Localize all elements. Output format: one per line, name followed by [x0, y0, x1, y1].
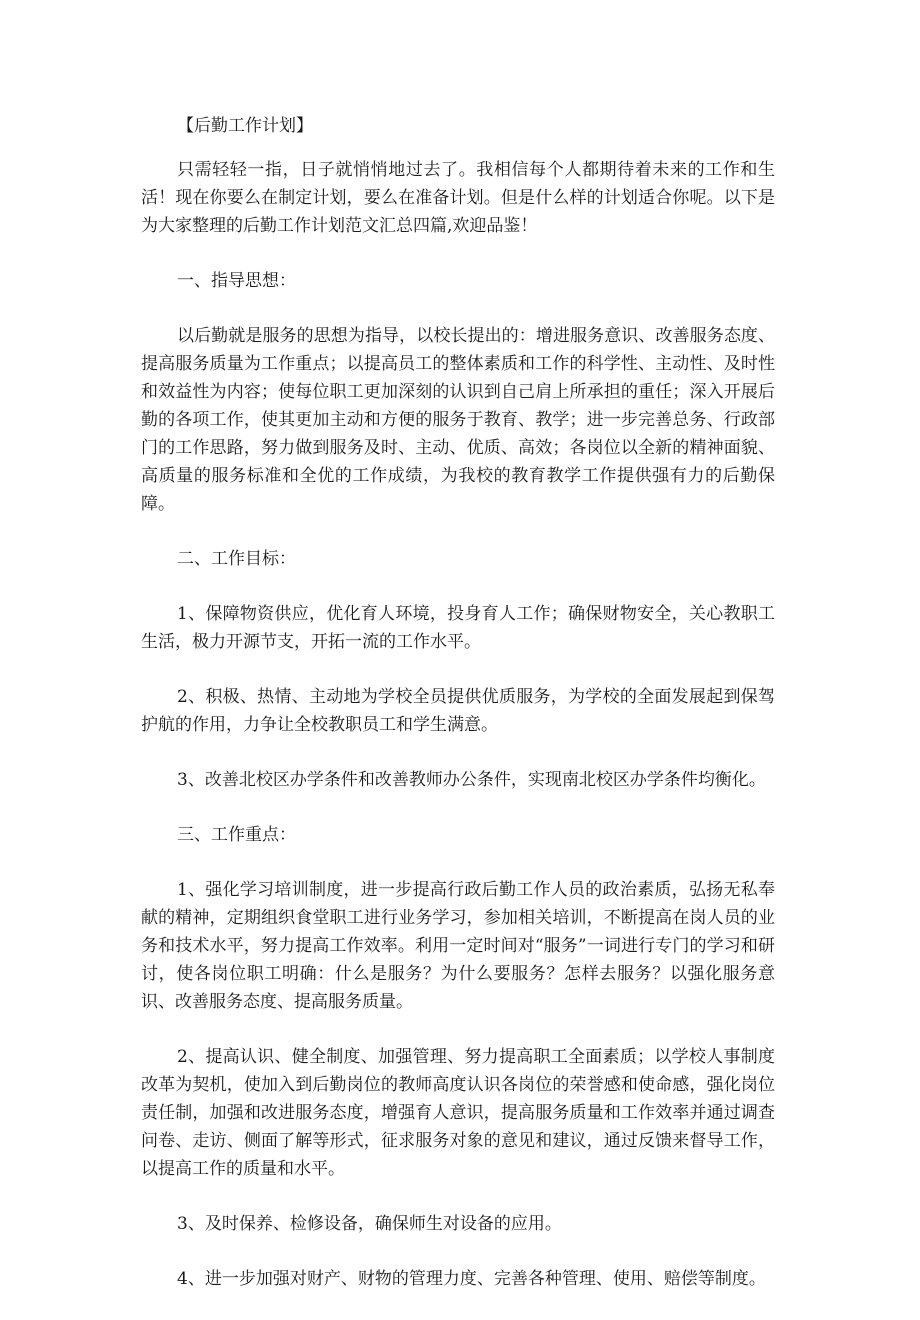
work-focus-item-4: 4、进一步加强对财产、财物的管理力度、完善各种管理、使用、赔偿等制度。: [177, 1269, 766, 1289]
work-goal-item-1: 1、保障物资供应，优化育人环境，投身育人工作；确保财物安全，关心教职工生活，极力开源节支，开拓一流的工作水平。: [141, 604, 775, 652]
guiding-ideology-paragraph: 以后勤就是服务的思想为指导，以校长提出的：增进服务意识、改善服务态度、提高服务质量为工作重点；以提高员工的整体素质和工作的科学性、主动性、及时性和效益性为内容；使每位职工更加深刻的认识到自己肩上所承担的重任；深入开展后勤的各项工作，使其更加主动和方便的服务于教育、教学；进一步完善总务、行政部门的工作思路，努力做到服务及时、主动、优质、高效；各岗位以全新的精神面貌、高质量的服务标准和全优的工作成绩，为我校的教育教学工作提供强有力的后勤保障。: [141, 326, 775, 514]
work-focus-item-3: 3、及时保养、检修设备，确保师生对设备的应用。: [177, 1214, 562, 1234]
work-focus-item-1: 1、强化学习培训制度，进一步提高行政后勤工作人员的政治素质，弘扬无私奉献的精神，定期组织食堂职工进行业务学习，参加相关培训，不断提高在岗人员的业务和技术水平，努力提高工作效率。利用一定时间对“服务”一词进行专门的学习和研讨，使各岗位职工明确：什么是服务？为什么要服务？怎样去服务？以强化服务意识、改善服务态度、提高服务质量。: [141, 880, 775, 1012]
section-heading-work-goals: 二、工作目标：: [177, 549, 296, 569]
document-body: [141, 156, 775, 1320]
work-goal-item-2: 2、积极、热情、主动地为学校全员提供优质服务，为学校的全面发展起到保驾护航的作用，力争让全校教职员工和学生满意。: [141, 687, 775, 735]
intro-paragraph: 只需轻轻一指，日子就悄悄地过去了。我相信每个人都期待着未来的工作和生活！现在你要么在制定计划，要么在准备计划。但是什么样的计划适合你呢。以下是为大家整理的后勤工作计划范文汇总四篇,欢迎品鉴！: [141, 160, 775, 236]
document-title: 【后勤工作计划】: [177, 116, 313, 136]
section-heading-guiding-ideology: 一、指导思想：: [177, 271, 296, 291]
work-goal-item-3: 3、改善北校区办学条件和改善教师办公条件，实现南北校区办学条件均衡化。: [177, 770, 766, 790]
section-heading-work-focus: 三、工作重点：: [177, 825, 296, 845]
work-focus-item-2: 2、提高认识、健全制度、加强管理、努力提高职工全面素质；以学校人事制度改革为契机，使加入到后勤岗位的教师高度认识各岗位的荣誉感和使命感，强化岗位责任制，加强和改进服务态度，增强育人意识，提高服务质量和工作效率并通过调查问卷、走访、侧面了解等形式，征求服务对象的意见和建议，通过反馈来督导工作，以提高工作的质量和水平。: [141, 1047, 775, 1179]
